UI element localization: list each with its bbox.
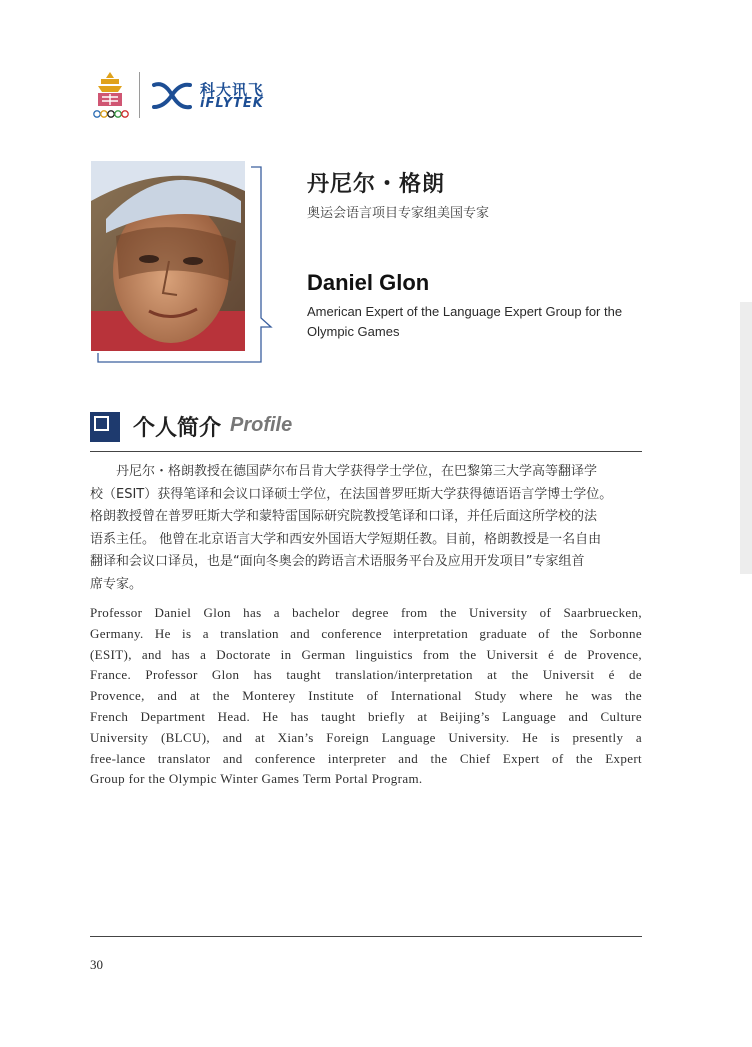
page-number: 30 <box>90 957 103 972</box>
section-square-icon <box>90 412 120 442</box>
bio-en-line: France. Professor Glon has taught translation/interpretation at the Universit é de <box>90 667 642 683</box>
bio-cn-line: 席专家。 <box>90 576 143 592</box>
section-title-chinese: 个人简介 <box>133 415 222 441</box>
portrait-photo <box>91 161 245 351</box>
section-divider <box>90 451 642 452</box>
role-english: American Expert of the Language Expert Group for the Olympic Games <box>307 304 623 339</box>
bio-en-line: (ESIT), and has a Doctorate in German linguistics from the Universit é de Provence, <box>90 646 642 662</box>
iflytek-logo-chinese: 科大讯飞 <box>200 81 265 99</box>
bio-en-line: Professor Daniel Glon has a bachelor degree from the University of Saarbruecken, <box>90 605 642 620</box>
bio-cn-line: 翻译和会议口译员，也是“面向冬奥会的跨语言术语服务平台及应用开发项目”专家组首 <box>90 554 585 569</box>
bio-en-line: University (BLCU), and at Xian’s Foreign Language University. He is presently a <box>90 729 642 745</box>
bio-en-line: Provence, and at the Monterey Institute of International Study where he was the <box>90 688 642 704</box>
bio-en-line: Group for the Olympic Winter Games Term Portal Program. <box>90 771 423 787</box>
section-title-english: Profile <box>230 414 293 436</box>
bio-en-line: French Department Head. He has taught briefly at Beijing’s Language and Culture <box>90 708 642 724</box>
iflytek-logo-english: iFLYTEK <box>200 96 264 111</box>
bio-cn-line: 格朗教授曾在普罗旺斯大学和蒙特雷国际研究院教授笔译和口译，并任后面这所学校的法 <box>90 509 598 524</box>
footer-divider <box>90 936 642 937</box>
role-chinese: 奥运会语言项目专家组美国专家 <box>307 206 490 221</box>
bio-en-line: free-lance translator and conference interpreter and the Chief Expert of the Expert <box>90 750 642 766</box>
beijing-olympic-emblem-logo <box>90 70 130 120</box>
bio-english <box>90 603 642 790</box>
name-chinese: 丹尼尔・格朗 <box>307 171 446 197</box>
logo-divider <box>139 72 140 118</box>
bio-cn-line: 丹尼尔・格朗教授在德国萨尔布吕肯大学获得学士学位，在巴黎第三大学高等翻译学 <box>116 464 598 479</box>
bio-cn-line: 校（ESIT）获得笔译和会议口译硕士学位，在法国普罗旺斯大学获得德语语言学博士学位。 <box>90 486 613 502</box>
iflytek-logo-mark <box>150 79 192 113</box>
bio-en-line: Germany. He is a translation and conference interpretation graduate of the Sorbonne <box>90 625 642 641</box>
side-tab-marker <box>740 302 752 574</box>
bio-chinese <box>90 461 642 596</box>
name-english: Daniel Glon <box>307 270 430 295</box>
bio-cn-line: 语系主任。 他曾在北京语言大学和西安外国语大学短期任教。目前，格朗教授是一名自由 <box>90 531 602 547</box>
